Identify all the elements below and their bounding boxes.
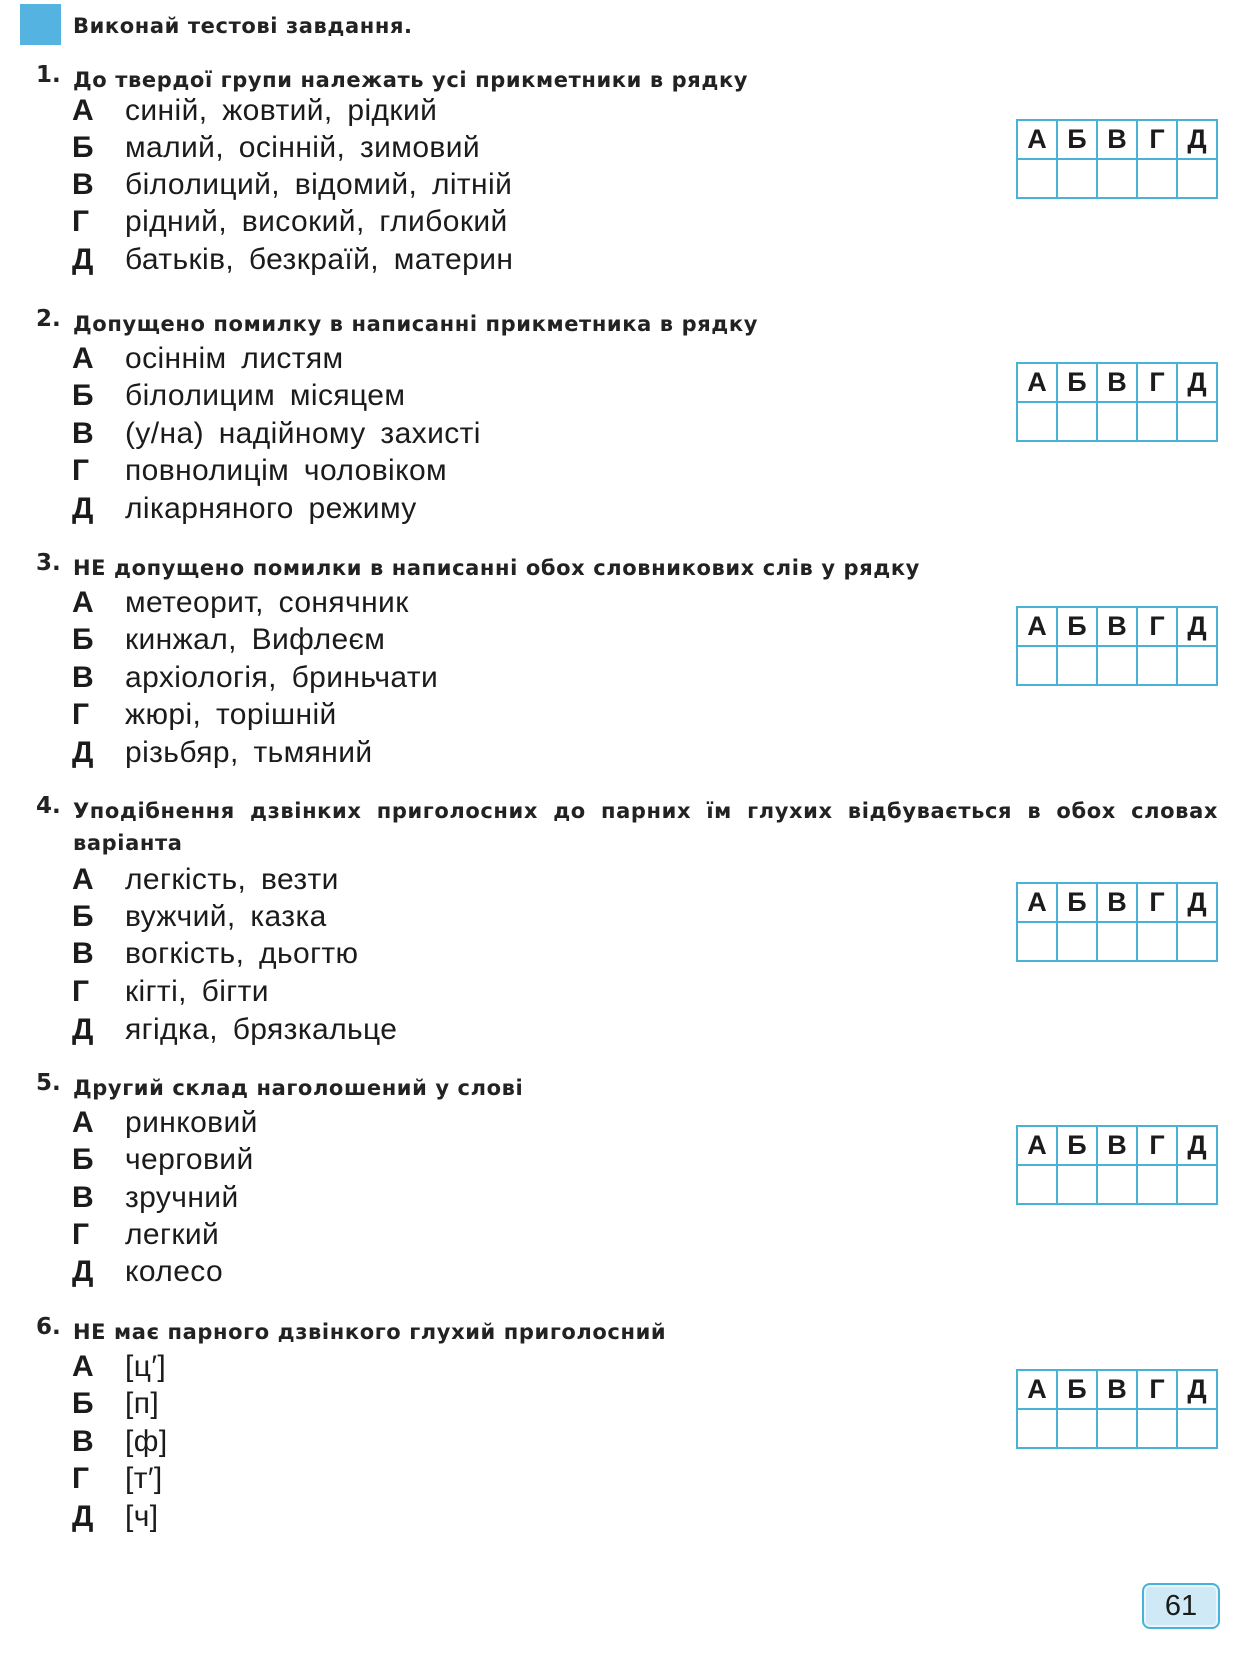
option-letter: Б [72, 1387, 94, 1420]
option-text: білолицим місяцем [125, 379, 406, 412]
answer-box-d[interactable] [1138, 923, 1178, 962]
option-text: кігті, бігти [125, 975, 269, 1008]
question-text: Другий склад наголошений у слові [73, 1076, 524, 1100]
answer-box-c[interactable] [1098, 647, 1138, 686]
option-text: колесо [125, 1255, 224, 1288]
option-letter: Б [72, 900, 94, 933]
option-text: вогкість, дьогтю [125, 937, 359, 970]
option-letter: Г [72, 205, 90, 238]
answer-box-e[interactable] [1178, 160, 1218, 199]
option-text: [ч] [125, 1500, 159, 1533]
answer-box-e[interactable] [1178, 1166, 1218, 1205]
answer-box-a[interactable] [1018, 1166, 1058, 1205]
option-text: [п] [125, 1387, 160, 1420]
page-number: 61 [1142, 1583, 1220, 1629]
answer-grid-2 [1016, 362, 1218, 442]
option-letter: А [72, 863, 95, 896]
answer-box-a[interactable] [1018, 160, 1058, 199]
question-text: Допущено помилку в написанні прикметника в рядку [73, 312, 758, 336]
option-text: синій, жовтий, рідкий [125, 94, 438, 127]
option-letter: Б [72, 623, 94, 656]
answer-box-d[interactable] [1138, 160, 1178, 199]
option-text: зручний [125, 1181, 239, 1214]
option-letter: Д [72, 243, 94, 276]
option-letter: А [72, 586, 95, 619]
question-text: Уподібнення дзвінких приголосних до парних їм глухих відбувається в обох словах варіанта [73, 799, 1218, 855]
option-letter: А [72, 1106, 95, 1139]
answer-box-c[interactable] [1098, 160, 1138, 199]
answer-box-d[interactable] [1138, 403, 1178, 442]
answer-box-b[interactable] [1058, 647, 1098, 686]
option-letter: Д [72, 1500, 94, 1533]
answer-header-a: А [1018, 608, 1058, 647]
option-text: рідний, високий, глибокий [125, 205, 508, 238]
option-letter: Г [72, 1462, 90, 1495]
option-letter: Г [72, 1218, 90, 1251]
option-letter: Б [72, 131, 94, 164]
option-text: жюрі, торішній [125, 698, 337, 731]
option-text: [т′] [125, 1462, 163, 1495]
answer-box-b[interactable] [1058, 160, 1098, 199]
answer-header-d: Г [1138, 884, 1178, 923]
answer-header-a: А [1018, 1371, 1058, 1410]
answer-header-c: В [1098, 121, 1138, 160]
answer-header-b: Б [1058, 121, 1098, 160]
option-text: лікарняного режиму [125, 492, 417, 525]
answer-grid-4 [1016, 882, 1218, 962]
option-letter: Б [72, 1143, 94, 1176]
answer-header-d: Г [1138, 1371, 1178, 1410]
option-text: метеорит, сонячник [125, 586, 409, 619]
answer-box-c[interactable] [1098, 1410, 1138, 1449]
answer-box-b[interactable] [1058, 403, 1098, 442]
answer-box-a[interactable] [1018, 403, 1058, 442]
question-text: НЕ має парного дзвінкого глухий приголосний [73, 1320, 667, 1344]
answer-header-b: Б [1058, 608, 1098, 647]
instruction-heading: Виконай тестові завдання. [73, 14, 413, 38]
answer-box-c[interactable] [1098, 403, 1138, 442]
answer-box-d[interactable] [1138, 647, 1178, 686]
option-letter: Д [72, 1013, 94, 1046]
option-text: [ц′] [125, 1350, 167, 1383]
option-text: черговий [125, 1143, 254, 1176]
answer-box-e[interactable] [1178, 923, 1218, 962]
option-letter: А [72, 1350, 95, 1383]
answer-box-d[interactable] [1138, 1166, 1178, 1205]
option-letter: В [72, 661, 95, 694]
option-letter: В [72, 417, 95, 450]
answer-header-e: Д [1178, 608, 1218, 647]
option-text: (у/на) надійному захисті [125, 417, 481, 450]
answer-header-c: В [1098, 1127, 1138, 1166]
answer-header-e: Д [1178, 364, 1218, 403]
option-letter: Д [72, 736, 94, 769]
option-text: кинжал, Вифлеєм [125, 623, 386, 656]
answer-header-a: А [1018, 884, 1058, 923]
answer-grid-6 [1016, 1369, 1218, 1449]
answer-header-a: А [1018, 364, 1058, 403]
question-number: 1. [36, 62, 61, 88]
answer-header-b: Б [1058, 884, 1098, 923]
answer-header-d: Г [1138, 121, 1178, 160]
answer-box-e[interactable] [1178, 647, 1218, 686]
answer-header-b: Б [1058, 364, 1098, 403]
answer-box-c[interactable] [1098, 923, 1138, 962]
question-text: До твердої групи належать усі прикметники в рядку [73, 68, 749, 92]
answer-box-b[interactable] [1058, 1166, 1098, 1205]
option-text: білолиций, відомий, літній [125, 168, 513, 201]
answer-header-d: Г [1138, 1127, 1178, 1166]
option-letter: Д [72, 1255, 94, 1288]
option-text: вужчий, казка [125, 900, 327, 933]
option-text: легкість, везти [125, 863, 339, 896]
answer-box-d[interactable] [1138, 1410, 1178, 1449]
option-text: [ф] [125, 1425, 168, 1458]
answer-grid-3 [1016, 606, 1218, 686]
question-text: НЕ допущено помилки в написанні обох словникових слів у рядку [73, 556, 920, 580]
option-letter: В [72, 168, 95, 201]
question-number: 6. [36, 1314, 61, 1340]
option-letter: Г [72, 698, 90, 731]
question-number: 3. [36, 550, 61, 576]
answer-box-a[interactable] [1018, 923, 1058, 962]
answer-header-e: Д [1178, 884, 1218, 923]
answer-header-e: Д [1178, 1127, 1218, 1166]
answer-header-c: В [1098, 364, 1138, 403]
option-letter: В [72, 937, 95, 970]
option-letter: Г [72, 454, 90, 487]
answer-box-e[interactable] [1178, 403, 1218, 442]
option-letter: А [72, 94, 95, 127]
answer-header-d: Г [1138, 364, 1178, 403]
option-text: різьбяр, тьмяний [125, 736, 373, 769]
answer-box-b[interactable] [1058, 923, 1098, 962]
answer-header-b: Б [1058, 1371, 1098, 1410]
answer-header-e: Д [1178, 121, 1218, 160]
option-text: повнолицім чоловіком [125, 454, 448, 487]
answer-box-c[interactable] [1098, 1166, 1138, 1205]
answer-box-a[interactable] [1018, 1410, 1058, 1449]
answer-header-d: Г [1138, 608, 1178, 647]
option-text: архіологія, бриньчати [125, 661, 439, 694]
option-letter: В [72, 1181, 95, 1214]
option-text: ягідка, брязкальце [125, 1013, 398, 1046]
answer-header-c: В [1098, 1371, 1138, 1410]
answer-box-e[interactable] [1178, 1410, 1218, 1449]
question-number: 2. [36, 306, 61, 332]
answer-header-a: А [1018, 1127, 1058, 1166]
option-letter: Д [72, 492, 94, 525]
question-number: 5. [36, 1070, 61, 1096]
answer-header-c: В [1098, 608, 1138, 647]
option-text: батьків, безкраїй, материн [125, 243, 514, 276]
question-number: 4. [36, 793, 61, 819]
answer-header-c: В [1098, 884, 1138, 923]
option-letter: Б [72, 379, 94, 412]
option-text: осіннім листям [125, 342, 344, 375]
answer-grid-1 [1016, 119, 1218, 199]
answer-header-a: А [1018, 121, 1058, 160]
option-letter: В [72, 1425, 95, 1458]
option-letter: А [72, 342, 95, 375]
option-letter: Г [72, 975, 90, 1008]
option-text: малий, осінній, зимовий [125, 131, 481, 164]
section-marker [20, 4, 61, 45]
answer-box-b[interactable] [1058, 1410, 1098, 1449]
answer-box-a[interactable] [1018, 647, 1058, 686]
option-text: легкий [125, 1218, 220, 1251]
answer-header-b: Б [1058, 1127, 1098, 1166]
answer-header-e: Д [1178, 1371, 1218, 1410]
option-text: ринковий [125, 1106, 258, 1139]
answer-grid-5 [1016, 1125, 1218, 1205]
